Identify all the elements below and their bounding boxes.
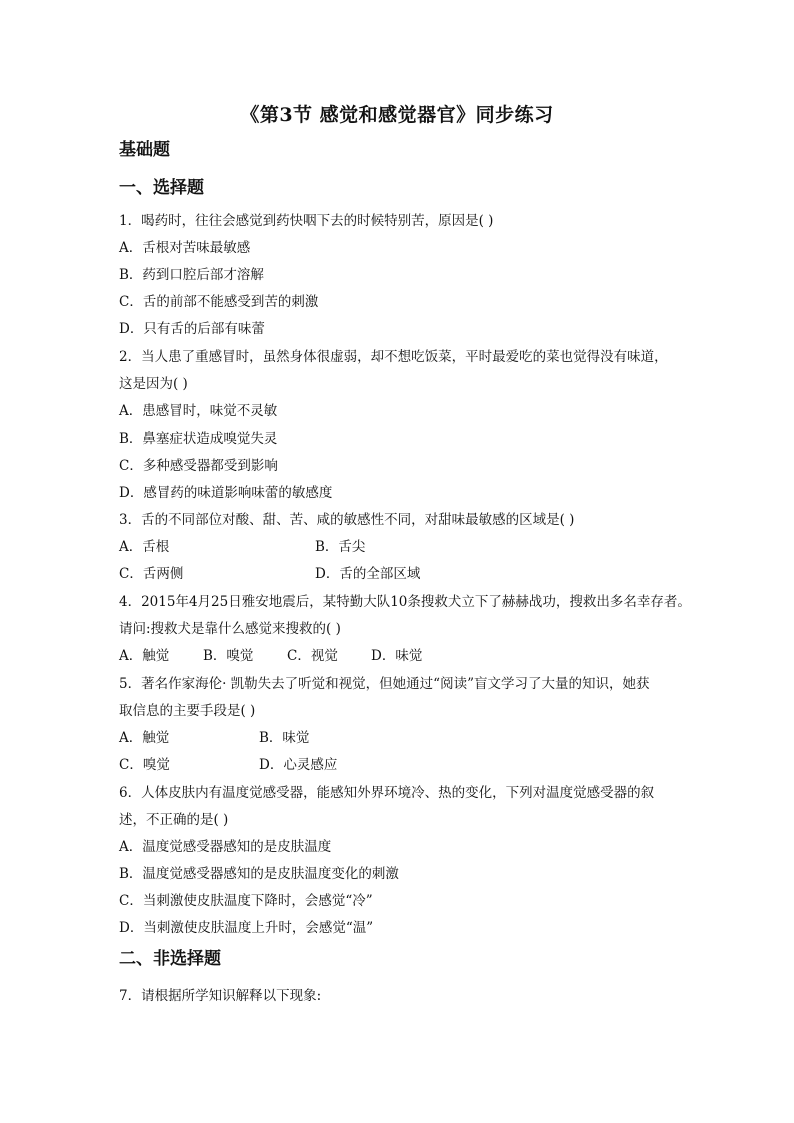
question-2-stem-line-2: 这是因为( ) xyxy=(119,376,188,392)
question-4-option-d: D．味觉 xyxy=(371,648,423,664)
question-5-option-d: D．心灵感应 xyxy=(259,757,338,773)
question-2-option-c: C．多种感受器都受到影响 xyxy=(119,458,278,474)
question-6-stem-line-2: 述，不正确的是( ) xyxy=(119,812,229,828)
question-2-option-d: D．感冒药的味道影响味蕾的敏感度 xyxy=(119,485,333,501)
section-heading-non-choice: 二、非选择题 xyxy=(119,949,221,969)
question-6-option-a: A．温度觉感受器感知的是皮肤温度 xyxy=(119,839,332,855)
question-1-option-d: D．只有舌的后部有味蕾 xyxy=(119,321,265,337)
question-3-stem: 3．舌的不同部位对酸、甜、苦、咸的敏感性不同，对甜味最敏感的区域是( ) xyxy=(119,512,575,528)
question-4-option-b: B．嗅觉 xyxy=(203,648,254,664)
question-5-option-a: A．触觉 xyxy=(119,730,170,746)
question-4-stem-line-1: 4．2015年4月25日雅安地震后，某特勤大队10条搜救犬立下了赫赫战功，搜救出多名幸存者。 xyxy=(119,594,691,610)
question-5-stem-line-2: 取信息的主要手段是( ) xyxy=(119,703,256,719)
question-5-option-b: B．味觉 xyxy=(259,730,310,746)
page-title: 《第3节 感觉和感觉器官》同步练习 xyxy=(240,104,554,126)
question-1-option-c: C．舌的前部不能感受到苦的刺激 xyxy=(119,294,319,310)
level-heading: 基础题 xyxy=(119,140,170,160)
question-3-option-a: A．舌根 xyxy=(119,539,170,555)
section-heading-choice: 一、选择题 xyxy=(119,178,204,198)
question-7-stem: 7．请根据所学知识解释以下现象: xyxy=(119,988,322,1004)
question-2-option-a: A．患感冒时，味觉不灵敏 xyxy=(119,403,278,419)
question-5-option-c: C．嗅觉 xyxy=(119,757,170,773)
question-5-stem-line-1: 5．著名作家海伦· 凯勒失去了听觉和视觉，但她通过“阅读”盲文学习了大量的知识，她获 xyxy=(119,676,650,692)
question-6-option-d: D．当刺激使皮肤温度上升时，会感觉“温” xyxy=(119,920,374,936)
question-2-stem-line-1: 2．当人患了重感冒时，虽然身体很虚弱，却不想吃饭菜，平时最爱吃的菜也觉得没有味道， xyxy=(119,349,668,365)
question-1-option-b: B．药到口腔后部才溶解 xyxy=(119,267,264,283)
question-1-stem: 1．喝药时，往往会感觉到药快咽下去的时候特别苦，原因是( ) xyxy=(119,213,494,229)
question-6-option-b: B．温度觉感受器感知的是皮肤温度变化的刺激 xyxy=(119,866,399,882)
question-2-option-b: B．鼻塞症状造成嗅觉失灵 xyxy=(119,431,278,447)
question-3-option-d: D．舌的全部区域 xyxy=(315,566,421,582)
question-1-option-a: A．舌根对苦味最敏感 xyxy=(119,240,251,256)
question-6-stem-line-1: 6．人体皮肤内有温度觉感受器，能感知外界环境冷、热的变化，下列对温度觉感受器的叙 xyxy=(119,785,655,801)
question-3-option-b: B．舌尖 xyxy=(315,539,366,555)
question-4-option-a: A．触觉 xyxy=(119,648,170,664)
question-3-option-c: C．舌两侧 xyxy=(119,566,184,582)
question-4-stem-line-2: 请问:搜救犬是靠什么感觉来搜救的( ) xyxy=(119,621,341,637)
question-6-option-c: C．当刺激使皮肤温度下降时，会感觉“冷” xyxy=(119,893,373,909)
question-4-option-c: C．视觉 xyxy=(287,648,338,664)
